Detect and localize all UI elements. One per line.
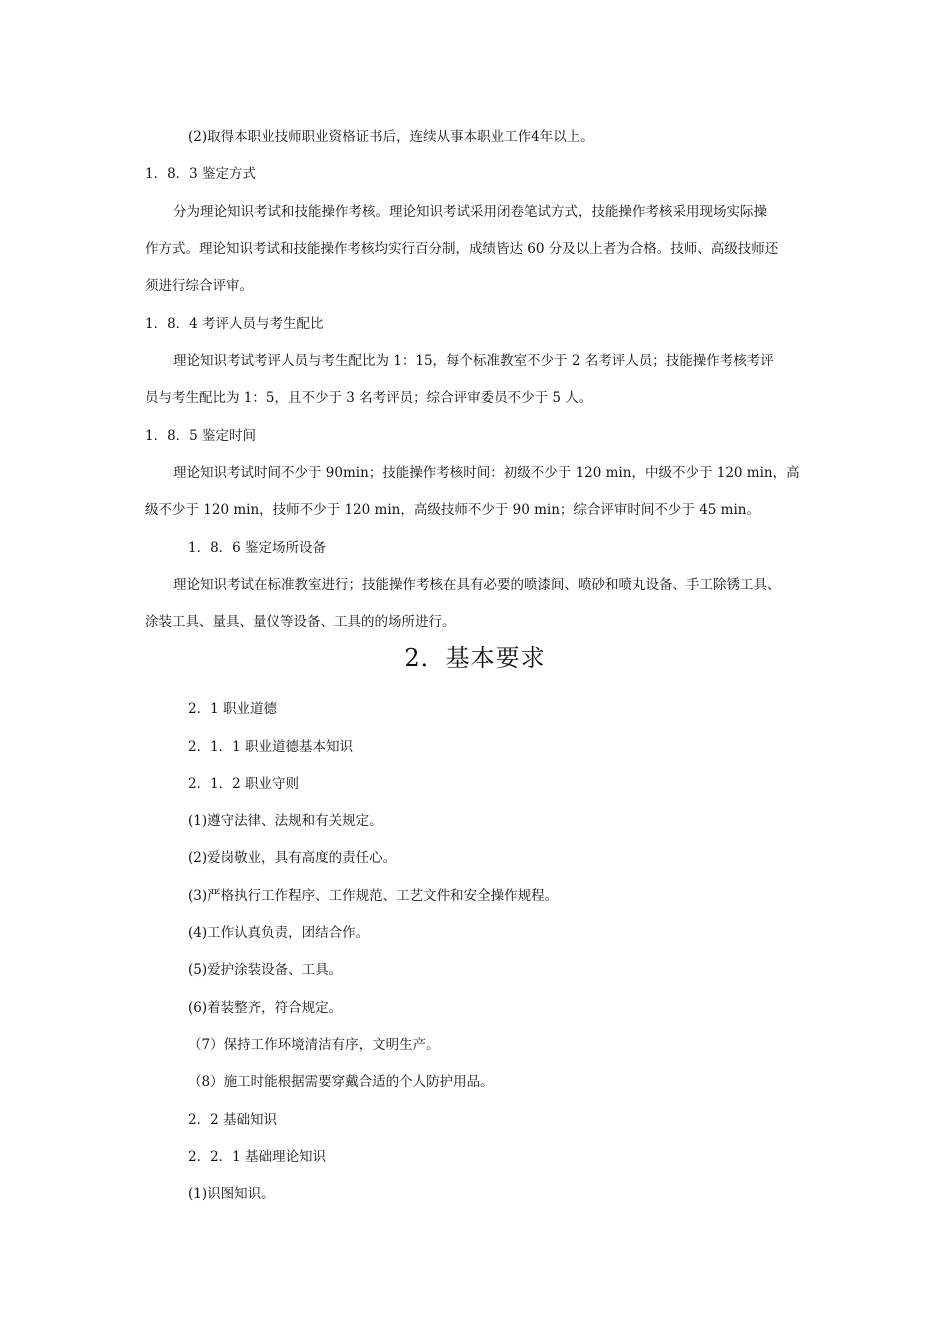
rule-item-7: （7）保持工作环境清洁有序，文明生产。	[188, 1037, 440, 1053]
rule-item-2: (2)爱岗敬业，具有高度的责任心。	[188, 850, 397, 866]
paragraph-1-8-5-line-2: 级不少于 120 min，技师不少于 120 min，高级技师不少于 90 min；综合评审时间不少于 45 min。	[145, 502, 760, 518]
paragraph-1-8-6-line-1: 理论知识考试在标准教室进行；技能操作考核在具有必要的喷漆间、喷砂和喷丸设备、手工除锈工具、	[173, 577, 781, 593]
rule-item-6: (6)着装整齐，符合规定。	[188, 1000, 343, 1016]
paragraph-1-8-3-line-3: 须进行综合评审。	[145, 278, 253, 294]
subheading-2-2-1: 2．2．1 基础理论知识	[188, 1149, 327, 1165]
paragraph-1-8-6-line-2: 涂装工具、量具、量仪等设备、工具的的场所进行。	[145, 614, 456, 630]
section-2-title: 2．基本要求	[404, 644, 546, 672]
subheading-1-8-4: 1．8．4 考评人员与考生配比	[145, 316, 324, 332]
subheading-2-1-1: 2．1．1 职业道德基本知识	[188, 739, 354, 755]
subheading-2-1-2: 2．1．2 职业守则	[188, 776, 300, 792]
subheading-1-8-5: 1．8．5 鉴定时间	[145, 428, 257, 444]
knowledge-item-1: (1)识图知识。	[188, 1186, 275, 1202]
subheading-1-8-3: 1．8．3 鉴定方式	[145, 166, 257, 182]
paragraph-1-8-4-line-1: 理论知识考试考评人员与考生配比为 1：15，每个标准教室不少于 2 名考评人员；技能操作考核考评	[173, 353, 774, 369]
paragraph-1-8-3-line-2: 作方式。理论知识考试和技能操作考核均实行百分制，成绩皆达 60 分及以上者为合格。技师、高级技师还	[145, 241, 779, 257]
rule-item-3: (3)严格执行工作程序、工作规范、工艺文件和安全操作规程。	[188, 888, 559, 904]
rule-item-4: (4)工作认真负责，团结合作。	[188, 925, 370, 941]
rule-item-5: (5)爱护涂装设备、工具。	[188, 962, 343, 978]
paragraph-1-8-5-line-1: 理论知识考试时间不少于 90min；技能操作考核时间：初级不少于 120 min，中级不少于 120 min，高	[173, 465, 800, 481]
paragraph-certificate: (2)取得本职业技师职业资格证书后，连续从事本职业工作4年以上。	[188, 129, 594, 145]
subheading-2-2: 2．2 基础知识	[188, 1112, 277, 1128]
subheading-1-8-6: 1．8．6 鉴定场所设备	[188, 540, 327, 556]
rule-item-8: （8）施工时能根据需要穿戴合适的个人防护用品。	[188, 1074, 494, 1090]
rule-item-1: (1)遵守法律、法规和有关规定。	[188, 813, 383, 829]
subheading-2-1: 2．1 职业道德	[188, 701, 277, 717]
paragraph-1-8-4-line-2: 员与考生配比为 1：5，且不少于 3 名考评员；综合评审委员不少于 5 人。	[145, 390, 593, 406]
paragraph-1-8-3-line-1: 分为理论知识考试和技能操作考核。理论知识考试采用闭卷笔试方式，技能操作考核采用现场实际操	[173, 204, 767, 220]
